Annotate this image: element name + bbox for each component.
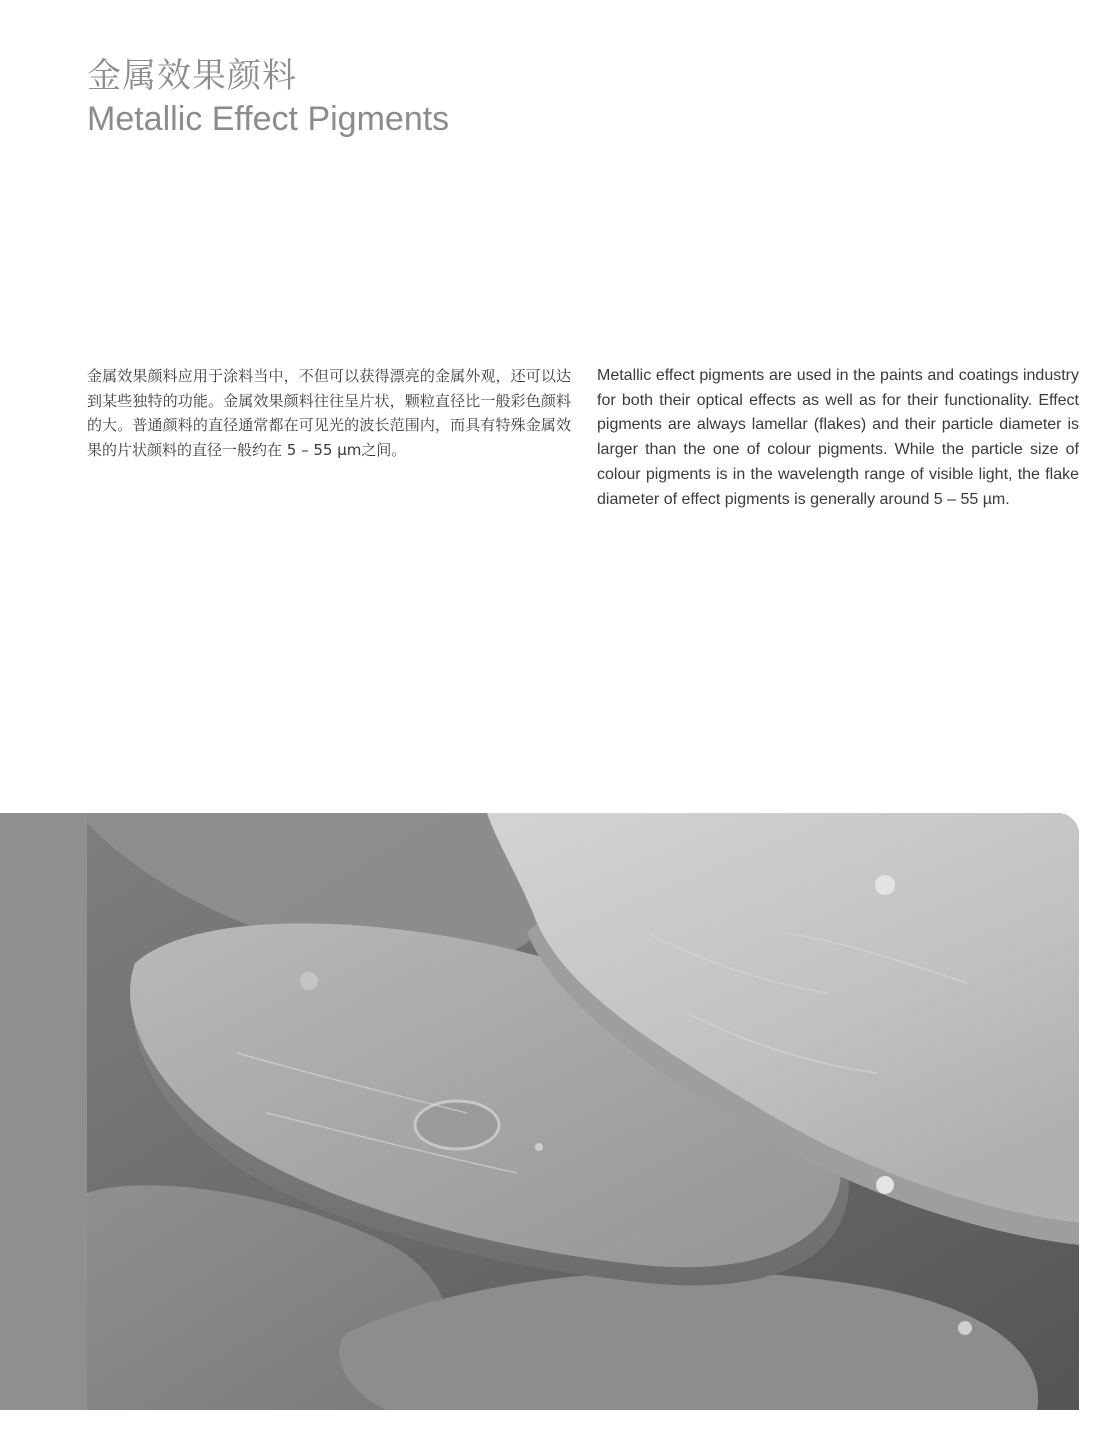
body-text-chinese: 金属效果颜料应用于涂料当中，不但可以获得漂亮的金属外观，还可以达到某些独特的功能。金属效果颜料往往呈片状，颗粒直径比一般彩色颜料的大。普通颜料的直径通常都在可见光的波长范围内，而具有特殊金属效果的片状颜料的直径一般约在 5 – 55 µm之间。 [87, 367, 571, 459]
side-color-bar [0, 813, 87, 1410]
pigment-flakes-micrograph [87, 813, 1079, 1410]
page-title-chinese: 金属效果颜料 [87, 56, 297, 96]
body-text-english: Metallic effect pigments are used in the paints and coatings industry for both their optical effects as well as for their functionality. Effect pigments are always lamellar (flakes) and their particle diameter is larger than the one of colour pigments. While the particle size of colour pigments is in the wavelength range of visible light, the flake diameter of effect pigments is generally around 5 – 55 µm. [597, 367, 1079, 508]
page-title-english: Metallic Effect Pigments [87, 100, 450, 138]
